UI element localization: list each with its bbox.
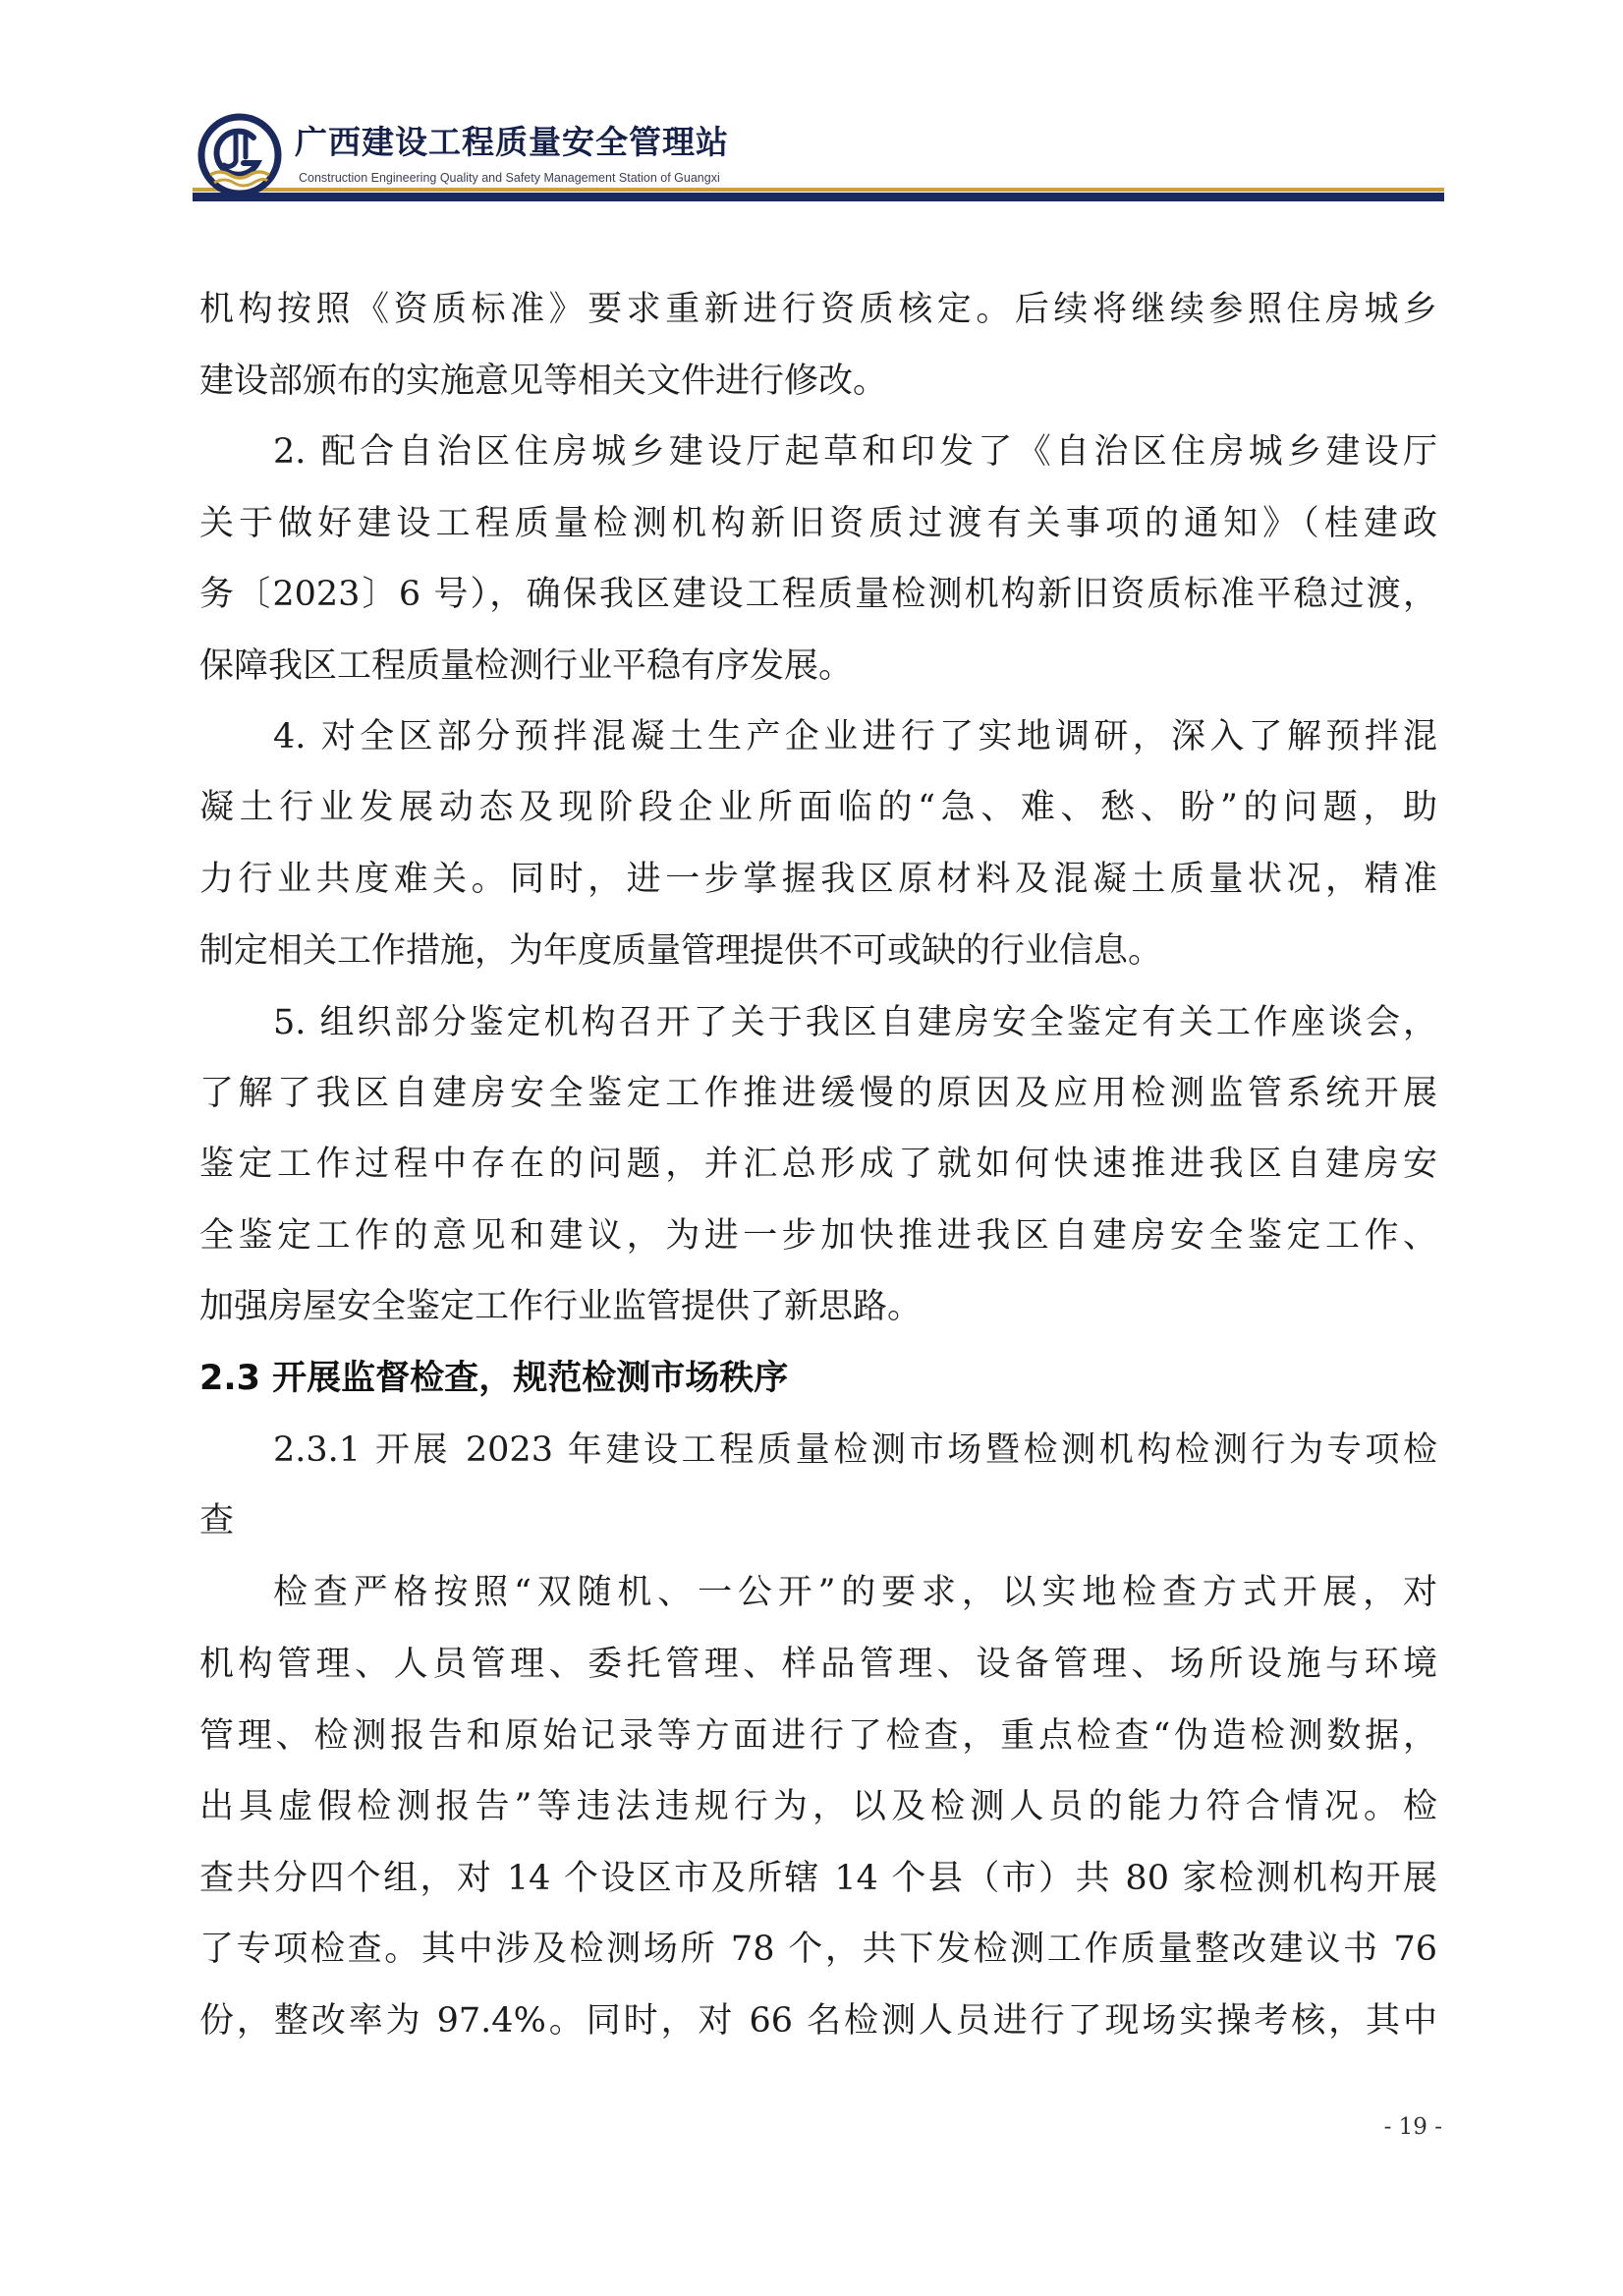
header-gold-rule (193, 188, 1444, 192)
body-line: 了专项检查。其中涉及检测场所 78 个，共下发检测工作质量整改建议书 76 (199, 1930, 1437, 1969)
body-line: 查共分四个组，对 14 个设区市及所辖 14 个县（市）共 80 家检测机构开展 (199, 1859, 1437, 1898)
inspection-first-line: 检查严格按照“双随机、一公开”的要求，以实地检查方式开展，对 (273, 1573, 1437, 1612)
item-2-first-line: 2. 配合自治区住房城乡建设厅起草和印发了《自治区住房城乡建设厅 (273, 432, 1437, 472)
body-line: 机构按照《资质标准》要求重新进行资质核定。后续将继续参照住房城乡 (199, 290, 1437, 329)
body-line: 建设部颁布的实施意见等相关文件进行修改。 (199, 362, 888, 401)
subsection-heading-continuation: 查 (199, 1501, 235, 1540)
body-line: 份，整改率为 97.4%。同时，对 66 名检测人员进行了现场实操考核，其中 (199, 2001, 1437, 2041)
body-line: 保障我区工程质量检测行业平稳有序发展。 (199, 646, 854, 686)
body-line: 出具虚假检测报告”等违法违规行为，以及检测人员的能力符合情况。检 (199, 1787, 1437, 1826)
body-line: 务〔2023〕6 号），确保我区建设工程质量检测机构新旧资质标准平稳过渡， (199, 575, 1437, 614)
organization-logo-icon (196, 112, 283, 198)
body-line: 鉴定工作过程中存在的问题，并汇总形成了就如何快速推进我区自建房安 (199, 1145, 1437, 1184)
organization-title: 广西建设工程质量安全管理站 (295, 123, 729, 161)
page-number: - 19 - (1383, 2114, 1442, 2140)
header-navy-rule (193, 193, 1444, 201)
body-line: 力行业共度难关。同时，进一步掌握我区原材料及混凝土质量状况，精准 (199, 860, 1437, 899)
body-line: 了解了我区自建房安全鉴定工作推进缓慢的原因及应用检测监管系统开展 (199, 1074, 1437, 1113)
body-line: 管理、检测报告和原始记录等方面进行了检查，重点检查“伪造检测数据， (199, 1716, 1437, 1756)
body-line: 机构管理、人员管理、委托管理、样品管理、设备管理、场所设施与环境 (199, 1645, 1437, 1684)
body-line: 加强房屋安全鉴定工作行业监管提供了新思路。 (199, 1287, 923, 1326)
item-4-first-line: 4. 对全区部分预拌混凝土生产企业进行了实地调研，深入了解预拌混 (273, 717, 1437, 756)
body-line: 全鉴定工作的意见和建议，为进一步加快推进我区自建房安全鉴定工作、 (199, 1216, 1437, 1256)
subsection-heading: 2.3.1 开展 2023 年建设工程质量检测市场暨检测机构检测行为专项检 (273, 1430, 1437, 1470)
body-line: 凝土行业发展动态及现阶段企业所面临的“急、难、愁、盼”的问题，助 (199, 788, 1437, 827)
item-5-first-line: 5. 组织部分鉴定机构召开了关于我区自建房安全鉴定有关工作座谈会， (273, 1003, 1437, 1042)
section-heading: 2.3 开展监督检查，规范检测市场秩序 (199, 1359, 789, 1398)
body-line: 关于做好建设工程质量检测机构新旧资质过渡有关事项的通知》（桂建政 (199, 504, 1437, 543)
body-line: 制定相关工作措施，为年度质量管理提供不可或缺的行业信息。 (199, 931, 1163, 971)
organization-subtitle: Construction Engineering Quality and Safety Management Station of Guangxi (299, 171, 720, 185)
